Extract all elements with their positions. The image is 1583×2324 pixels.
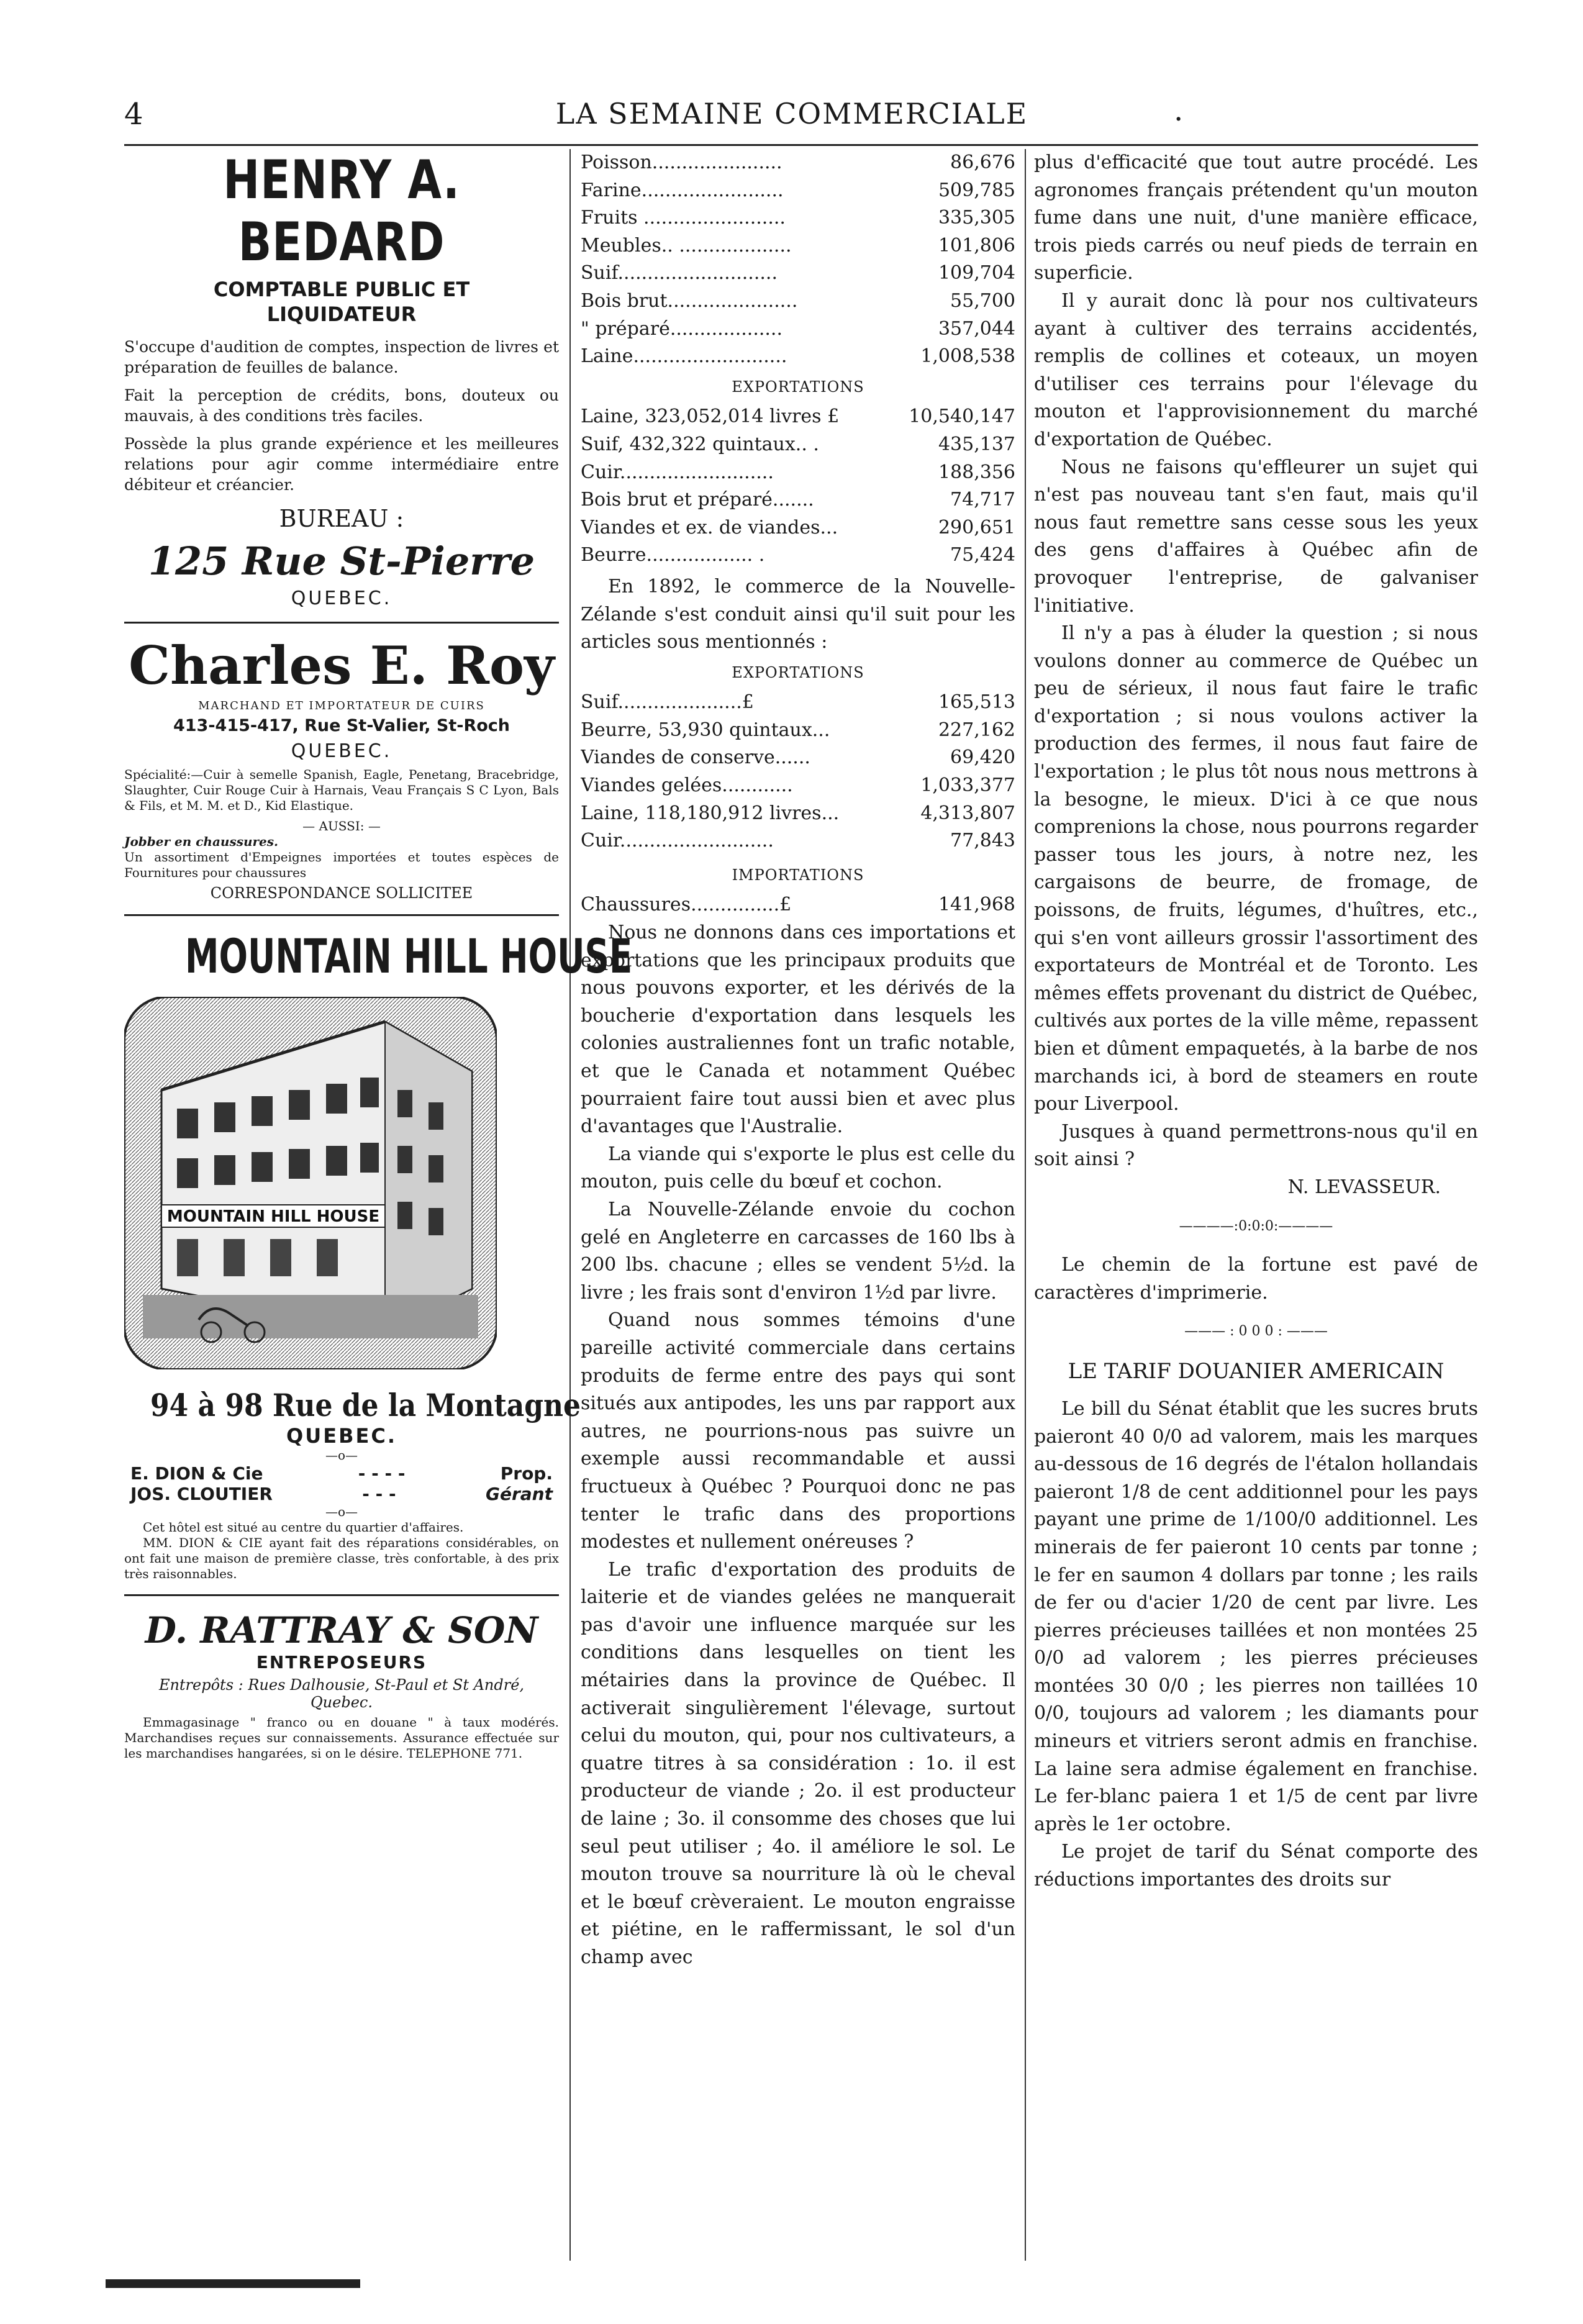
ad-roy-correspondance: CORRESPONDANCE SOLLICITEE: [210, 884, 473, 902]
trade-row: [581, 343, 1015, 371]
article-column-2: [581, 149, 1015, 1972]
trade-row: [581, 431, 1015, 459]
trade-row-value: 77,843: [950, 830, 1015, 852]
trade-row: [581, 827, 1015, 855]
ad-mountain-gerant-dashes: - - -: [362, 1484, 396, 1504]
trade-row-label: Cuir..........................: [581, 461, 774, 483]
ad-mountain-sep2: —o—: [325, 1504, 358, 1519]
trade-row-value: 55,700: [950, 289, 1015, 312]
trade-row-label: Laine, 118,180,912 livres...: [581, 802, 840, 824]
trade-row-label: Viandes de conserve......: [581, 747, 810, 769]
exports-title-1: EXPORTATIONS: [732, 378, 864, 396]
ad-roy-name: Charles E. Roy: [129, 635, 555, 696]
trade-row-value: 10,540,147: [909, 406, 1015, 428]
ad-rattray: [124, 1609, 559, 1761]
trade-row-value: 290,651: [938, 516, 1015, 538]
trade-row-value: 69,420: [950, 747, 1015, 769]
ad-mountain-name: MOUNTAIN HILL HOUSE: [185, 928, 633, 984]
trade-row-value: 357,044: [938, 317, 1015, 340]
trade-row-label: Poisson......................: [581, 152, 782, 173]
header-rule: [124, 144, 1478, 146]
trade-row-value: 509,785: [938, 179, 1015, 201]
header-dot: .: [1174, 93, 1184, 128]
trade-row-label: Bois brut......................: [581, 289, 798, 312]
ad-mountain-note2: MM. DION & CIE ayant fait des réparations considérables, on ont fait une maison de première classe, très confortable, à des prix très raisonnables.: [124, 1535, 559, 1581]
ad-bedard: [124, 149, 559, 609]
ad-roy: [124, 636, 559, 902]
ad-separator: [124, 1594, 559, 1596]
trade-table-exports: [581, 403, 1015, 570]
trade-table-exports-1892: [581, 689, 1015, 855]
ad-bedard-bureau: BUREAU :: [279, 505, 404, 532]
ad-roy-jobber: Jobber en chaussures.: [124, 834, 278, 849]
trade-row-label: Suif, 432,322 quintaux.. .: [581, 433, 819, 455]
trade-row: [581, 800, 1015, 828]
ad-rattray-role: ENTREPOSEURS: [256, 1652, 427, 1673]
ad-mountain-note1: Cet hôtel est situé au centre du quartier d'affaires.: [143, 1520, 464, 1535]
ad-rattray-name: D. RATTRAY & SON: [145, 1609, 538, 1651]
col2-paragraph-4: Quand nous sommes témoins d'une pareille activité commerciale dans certains produits de ferme entre des pays qui sont situés aux antipodes, les uns par rapport aux autres, ne pourrions-nous pas suivre un exemple aussi recommandable et aussi fructueux à Québec ? Pourquoi donc ne pas tenter le trafic dans des proportions modestes et nullement onéreuses ?: [581, 1309, 1015, 1553]
imports-title: IMPORTATIONS: [732, 866, 864, 884]
ad-separator: [124, 914, 559, 916]
ad-mountain-gerant-name: JOS. CLOUTIER: [130, 1484, 273, 1504]
quote-paragraph: Le chemin de la fortune est pavé de caractères d'imprimerie.: [1034, 1254, 1478, 1304]
trade-row-value: 109,704: [938, 262, 1015, 284]
col3-paragraph-2: Il y aurait donc là pour nos cultivateurs ayant à cultiver des terrains accidentés, remplis de collines et coteaux, un moyen d'utiliser ces terrains pour l'élevage du mouton et l'approvisionnement du marché d'exportation de Québec.: [1034, 289, 1478, 450]
ad-roy-address: 413-415-417, Rue St-Valier, St-Roch: [173, 716, 510, 735]
trade-row-label: Fruits ........................: [581, 207, 786, 229]
trade-row: [581, 149, 1015, 177]
ad-mountain-city: QUEBEC.: [286, 1424, 397, 1448]
column-divider-2: [1025, 149, 1026, 2261]
trade-row: [581, 744, 1015, 772]
trade-row: [581, 288, 1015, 315]
trade-row-label: Beurre.................. .: [581, 544, 765, 566]
trade-table-imports: [581, 891, 1015, 919]
ad-bedard-p2: Fait la perception de crédits, bons, douteux ou mauvais, à des conditions très faciles.: [124, 386, 559, 425]
advertisement-column: [124, 149, 633, 1761]
hotel-engraving-image: [124, 997, 497, 1369]
col3-paragraph-4: Il n'y a pas à éluder la question ; si nous voulons donner au commerce de Québec un peu de sérieux, il nous faut faire le trafic d'exportation ; si nous voulons activer la production des fermes, il nous faut faire de l'exportation ; le plus tôt nous nous mettrons à la besogne, le mieux. D'ici à ce que nous comprenions la chose, nous pourrons regarder passer tous les jours, à notre nez, les cargaisons de beurre, de fromage, de poissons, de fruits, légumes, d'huîtres, etc., qui s'en vont ailleurs grossir l'assortiment des exportateurs de Montréal et de Toronto. Les mêmes effets provenant du district de Québec, cultivés aux portes de la ville même, repassent bien et dûment empaquetés, à la barbe de nos marchands ici, à bord de steamers en route pour Liverpool.: [1034, 622, 1478, 1115]
trade-row-value: 165,513: [938, 691, 1015, 714]
hotel-sign-text: MOUNTAIN HILL HOUSE: [166, 1207, 380, 1226]
ad-mountain-gerant-role: Gérant: [486, 1484, 553, 1504]
trade-row-label: Beurre, 53,930 quintaux...: [581, 719, 830, 741]
ad-mountain-gerant-row: [124, 1484, 559, 1504]
trade-row: [581, 514, 1015, 542]
column-divider-1: [569, 149, 571, 2261]
trade-row: [581, 232, 1015, 260]
ad-mountain-prop-role: Prop.: [500, 1463, 553, 1484]
trade-row-value: 1,033,377: [920, 774, 1015, 797]
trade-row-value: 4,313,807: [920, 802, 1015, 824]
trade-row: [581, 891, 1015, 919]
trade-row: [581, 315, 1015, 343]
ad-mountain-prop-dashes: - - - -: [358, 1463, 406, 1484]
ad-mountain-prop-row: [124, 1463, 559, 1484]
trade-row: [581, 717, 1015, 745]
trade-row: [581, 177, 1015, 205]
trade-row-label: " préparé...................: [581, 317, 783, 340]
trade-row-label: Laine, 323,052,014 livres £: [581, 406, 840, 428]
trade-row: [581, 204, 1015, 232]
exports-title-2: EXPORTATIONS: [732, 663, 864, 681]
ad-bedard-name: HENRY A. BEDARD: [223, 149, 460, 273]
trade-row-label: Suif...........................: [581, 262, 778, 284]
trade-row: [581, 403, 1015, 431]
col3-paragraph-3: Nous ne faisons qu'effleurer un sujet qui n'est pas nouveau tant s'en faut, mais qu'il nous faut remettre sans cesse sous les yeux des gens d'affaires à Québec afin de provoquer l'entreprise, de galvaniser l'initiative.: [1034, 456, 1478, 617]
trade-row-label: Bois brut et préparé.......: [581, 489, 814, 511]
newspaper-title: LA SEMAINE COMMERCIALE: [555, 97, 1028, 130]
tarif-heading: LE TARIF DOUANIER AMERICAIN: [1068, 1358, 1445, 1384]
trade-row-label: Viandes gelées............: [581, 774, 793, 797]
trade-row-value: 335,305: [938, 207, 1015, 229]
ad-mountain-address: 94 à 98 Rue de la Montagne: [150, 1387, 581, 1423]
col3-paragraph-5: Jusques à quand permettrons-nous qu'il en soit ainsi ?: [1034, 1120, 1478, 1171]
ad-rattray-address: Entrepôts : Rues Dalhousie, St-Paul et St André, Quebec.: [158, 1676, 525, 1711]
trade-row-value: 227,162: [938, 719, 1015, 741]
trade-row-value: 74,717: [950, 489, 1015, 511]
trade-row-value: 435,137: [938, 433, 1015, 455]
trade-row-label: Meubles.. ...................: [581, 234, 792, 256]
ad-rattray-note: Emmagasinage " franco ou en douane " à taux modérés. Marchandises reçues sur connaissements. Assurance effectuée sur les marchandises hangarées, si on le désire. TELEPHONE 771.: [124, 1715, 559, 1761]
trade-row-value: 101,806: [938, 234, 1015, 256]
col2-paragraph-1: Nous ne donnons dans ces importations et exportations que les principaux produits que nous pouvons exporter, et les dérivés de la boucherie d'exportation dans lesquels les colonies australiennes font un trafic notable, et que le Canada et notamment Québec pourraient faire tout aussi bien et avec plus d'avantages que l'Australie.: [581, 922, 1015, 1138]
ad-roy-aussi: — AUSSI: —: [302, 819, 381, 833]
trade-row-label: Farine........................: [581, 179, 784, 201]
trade-row: [581, 542, 1015, 570]
separator-2: ——— : 0 0 0 : ———: [1184, 1323, 1328, 1340]
trade-row-label: Cuir..........................: [581, 830, 774, 852]
footer-bar: [106, 2279, 360, 2288]
trade-row: [581, 486, 1015, 514]
trade-row-label: Viandes et ex. de viandes...: [581, 516, 838, 538]
tarif-paragraph-2: Le projet de tarif du Sénat comporte des réductions importantes des droits sur: [1034, 1841, 1478, 1891]
trade-row: [581, 260, 1015, 288]
ad-mountain-sep: —o—: [325, 1448, 358, 1463]
trade-row-value: 188,356: [938, 461, 1015, 483]
trade-row-value: 1,008,538: [920, 345, 1015, 368]
ad-roy-city: QUEBEC.: [291, 740, 392, 762]
ad-bedard-city: QUEBEC.: [291, 588, 392, 609]
ad-bedard-role: COMPTABLE PUBLIC ET LIQUIDATEUR: [213, 278, 470, 326]
trade-row: [581, 459, 1015, 487]
separator-1: ————:0:0:0:————: [1179, 1218, 1333, 1234]
trade-row-value: 86,676: [950, 152, 1015, 173]
trade-row-label: Suif.....................£: [581, 691, 754, 714]
trade-row: [581, 772, 1015, 800]
paragraph-1892: En 1892, le commerce de la Nouvelle-Zélande s'est conduit ainsi qu'il suit pour les articles sous mentionnés :: [581, 575, 1015, 653]
col2-paragraph-5: Le trafic d'exportation des produits de laiterie et de viandes gelées ne manquerait pas d'avoir une influence marquée sur les conditions dans lesquelles on tient les métairies dans la province de Québec. Il activerait singulièrement l'élevage, surtout celui du mouton, qui, pour nos cultivateurs, a quatre titres à sa considération : 1o. il est producteur de viande ; 2o. il est producteur de laine ; 3o. il consomme des choses que lui seul peut utiliser ; 4o. il améliore le sol. Le mouton trouve sa nourriture là où le cheval et le bœuf crèveraient. Le mouton engraisse et piétine, en le raffermissant, le sol d'un champ avec: [581, 1558, 1015, 1968]
article-column-3: [1034, 149, 1478, 1894]
col2-paragraph-2: La viande qui s'exporte le plus est celle du mouton, puis celle du bœuf et cochon.: [581, 1143, 1015, 1193]
ad-roy-specialty: Spécialité:—Cuir à semelle Spanish, Eagle, Penetang, Bracebridge, Slaughter, Cuir Rouge Cuir à Harnais, Veau Français S C Lyon, Bals & Fils, et M. M. et D., Kid Elastique.: [124, 767, 559, 813]
ad-separator: [124, 622, 559, 624]
ad-bedard-p1: S'occupe d'audition de comptes, inspection de livres et préparation de feuilles de balance.: [124, 338, 559, 376]
page-header: [99, 93, 1484, 143]
ad-mountain-hill: [124, 928, 633, 1582]
col2-paragraph-3: La Nouvelle-Zélande envoie du cochon gelé en Angleterre en carcasses de 160 lbs à 200 lbs. chacune ; elles se vendent 5½d. la livre ; les frais sont d'environ 1½d par livre.: [581, 1198, 1015, 1304]
ad-roy-trade: MARCHAND ET IMPORTATEUR DE CUIRS: [198, 699, 485, 712]
trade-row-label: Laine..........................: [581, 345, 787, 368]
ad-roy-assortment: Un assortiment d'Empeignes importées et toutes espèces de Fournitures pour chaussures: [124, 850, 559, 880]
col3-paragraph-1: plus d'efficacité que tout autre procédé. Les agronomes français prétendent qu'un mouton fume dans une nuit, d'une manière efficace, trois pieds carrés ou neuf pieds de terrain en superficie.: [1034, 152, 1478, 284]
trade-table-top: [581, 149, 1015, 371]
ad-bedard-p3: Possède la plus grande expérience et les meilleures relations pour agir comme intermédiaire entre débiteur et créancier.: [124, 435, 559, 494]
trade-row-value: 75,424: [950, 544, 1015, 566]
tarif-paragraph-1: Le bill du Sénat établit que les sucres bruts paieront 40 0/0 ad valorem, mais les marques au-dessous de 16 degrés de l'étalon hollandais paieront 1/8 de cent additionnel pour les pays payant une prime de 1/100/0 additionnel. Les minerais de fer paieront 10 cents par tonne ; le fer en saumon 4 dollars par tonne ; les rails de fer ou d'acier 1/20 de cent par livre. Les pierres précieuses taillées et non montées 25 0/0 ad valorem ; les pierres précieuses montées 30 0/0 ; les pierres non taillées 10 0/0, toujours ad valorem ; les diamants pour mineurs et vitriers seront admis en franchise. La laine sera admise également en franchise. Le fer-blanc paiera 1 et 1/5 de cent par livre après le 1er octobre.: [1034, 1397, 1478, 1835]
ad-bedard-address: 125 Rue St-Pierre: [148, 538, 535, 584]
trade-row: [581, 689, 1015, 717]
article-signature: N. LEVASSEUR.: [1287, 1176, 1441, 1198]
trade-row-value: 141,968: [938, 894, 1015, 916]
ad-mountain-prop-name: E. DION & Cie: [130, 1463, 263, 1484]
trade-row-label: Chaussures...............£: [581, 894, 792, 916]
page-number: 4: [124, 97, 143, 132]
